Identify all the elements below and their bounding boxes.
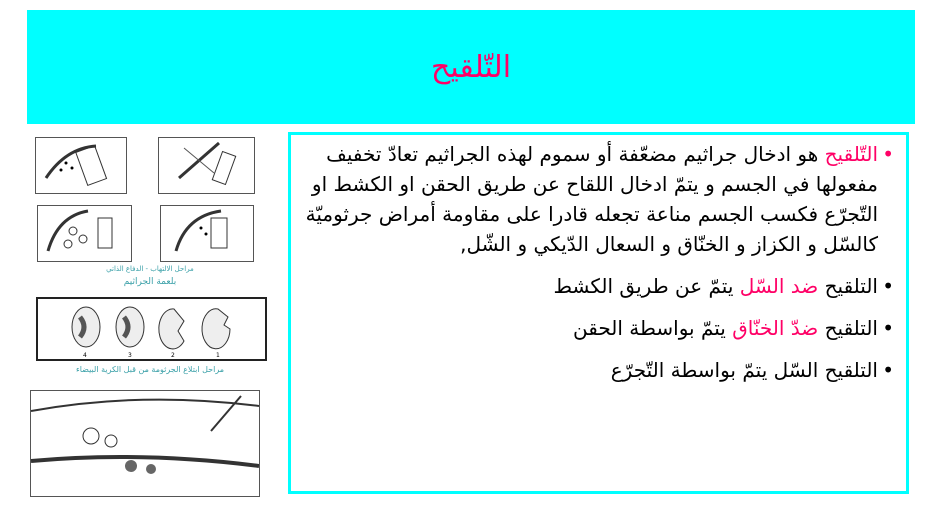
stage-number: 2: [171, 352, 175, 359]
figure-caption: بلعمة الجراثيم: [123, 277, 177, 287]
thorn-drawing-icon: [159, 138, 254, 193]
figure-panel: [37, 205, 132, 262]
bullet-tb: [301, 271, 878, 301]
title-banner: [27, 10, 915, 124]
bullet-diphtheria: [301, 313, 878, 343]
content-box: [288, 132, 909, 494]
bullet-definition: [301, 139, 878, 259]
bullet-list: [301, 139, 892, 385]
bullet-text: يتمّ بواسطة الحقن: [572, 316, 733, 340]
bullet-oral: [301, 355, 878, 385]
figure-panel: [35, 137, 127, 194]
white-blood-cell-drawing-icon: [38, 299, 265, 359]
tissue-panel: [30, 390, 260, 497]
highlight-term: ضدّ الخنّاق: [732, 316, 819, 340]
bullet-text: التلقيح: [818, 274, 878, 298]
bacteria-drawing-icon: [36, 138, 126, 193]
figure-panel: [160, 205, 254, 262]
cells-drawing-icon: [38, 206, 131, 261]
figure-caption: مراحل الالتهاب - الدفاع الذاتي: [106, 265, 194, 273]
phagocytosis-panel: [36, 297, 267, 361]
bullet-text: التلقيح: [818, 316, 878, 340]
bullet-text: يتمّ عن طريق الكشط: [553, 274, 740, 298]
highlight-term: التّلقيح: [824, 142, 878, 166]
figure-caption: مراحل ابتلاع الجرثومة من قبل الكرية البيضاء: [75, 365, 225, 374]
bullet-text: هو ادخال جراثيم مضعّفة أو سموم لهذه الجراثيم تعادّ تخفيف مفعولها في الجسم و يتمّ ادخال اللقاح عن طريق الحقن او الكشط او التّجرّع فكسب الجسم مناعة تجعله قادرا على مقاومة أمراض جرثوميّة كالسّل و الكزاز و الخنّاق و السعال الدّيكي و الشّل,: [305, 142, 878, 256]
tissue-drawing-icon: [31, 391, 259, 496]
vessel-drawing-icon: [161, 206, 253, 261]
stage-number: 1: [216, 352, 220, 359]
stage-number: 4: [83, 352, 87, 359]
bullet-text: التلقيح السّل يتمّ بواسطة التّجرّع: [610, 358, 878, 382]
slide-title: التّلقيح: [430, 49, 512, 85]
stage-number: 3: [128, 352, 132, 359]
figure-panel: [158, 137, 255, 194]
highlight-term: ضد السّل: [739, 274, 819, 298]
